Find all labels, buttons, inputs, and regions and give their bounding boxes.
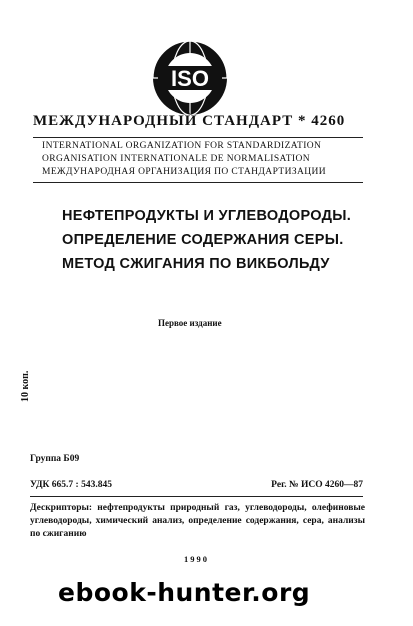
publication-year: 1990 — [184, 554, 209, 564]
title-line-3: МЕТОД СЖИГАНИЯ ПО ВИКБОЛЬДУ — [62, 256, 330, 272]
edition-label: Первое издание — [158, 318, 222, 328]
registration-label: Рег. № ИСО 4260—87 — [271, 480, 363, 490]
title-line-2: ОПРЕДЕЛЕНИЕ СОДЕРЖАНИЯ СЕРЫ. — [62, 232, 344, 248]
price-label: 10 коп. — [20, 370, 31, 402]
divider-udk — [30, 496, 363, 497]
divider-bottom — [33, 182, 363, 183]
watermark-text: ebook-hunter.org — [58, 578, 311, 607]
iso-logo — [150, 38, 230, 118]
title-line-1: НЕФТЕПРОДУКТЫ И УГЛЕВОДОРОДЫ. — [62, 208, 352, 224]
org-line-en: INTERNATIONAL ORGANIZATION FOR STANDARDIZATION — [42, 141, 322, 151]
standard-heading — [33, 113, 345, 130]
divider-top — [33, 137, 363, 138]
standard-number: 4260 — [311, 113, 346, 129]
asterisk: * — [297, 113, 307, 129]
standard-label: МЕЖДУНАРОДНЫЙ СТАНДАРТ — [33, 113, 294, 129]
udk-label: УДК 665.7 : 543.845 — [30, 480, 112, 490]
org-line-fr: ORGANISATION INTERNATIONALE DE NORMALISATION — [42, 154, 311, 164]
svg-text:ISO: ISO — [171, 66, 209, 91]
group-label: Группа Б09 — [30, 454, 80, 464]
descriptors-text: Дескрипторы: нефтепродукты природный газ, углеводороды, олефиновые углеводороды, химический анализ, определение содержания, сера, анализы по сжиганию — [30, 503, 365, 539]
org-line-ru: МЕЖДУНАРОДНАЯ ОРГАНИЗАЦИЯ ПО СТАНДАРТИЗАЦИИ — [42, 167, 327, 177]
